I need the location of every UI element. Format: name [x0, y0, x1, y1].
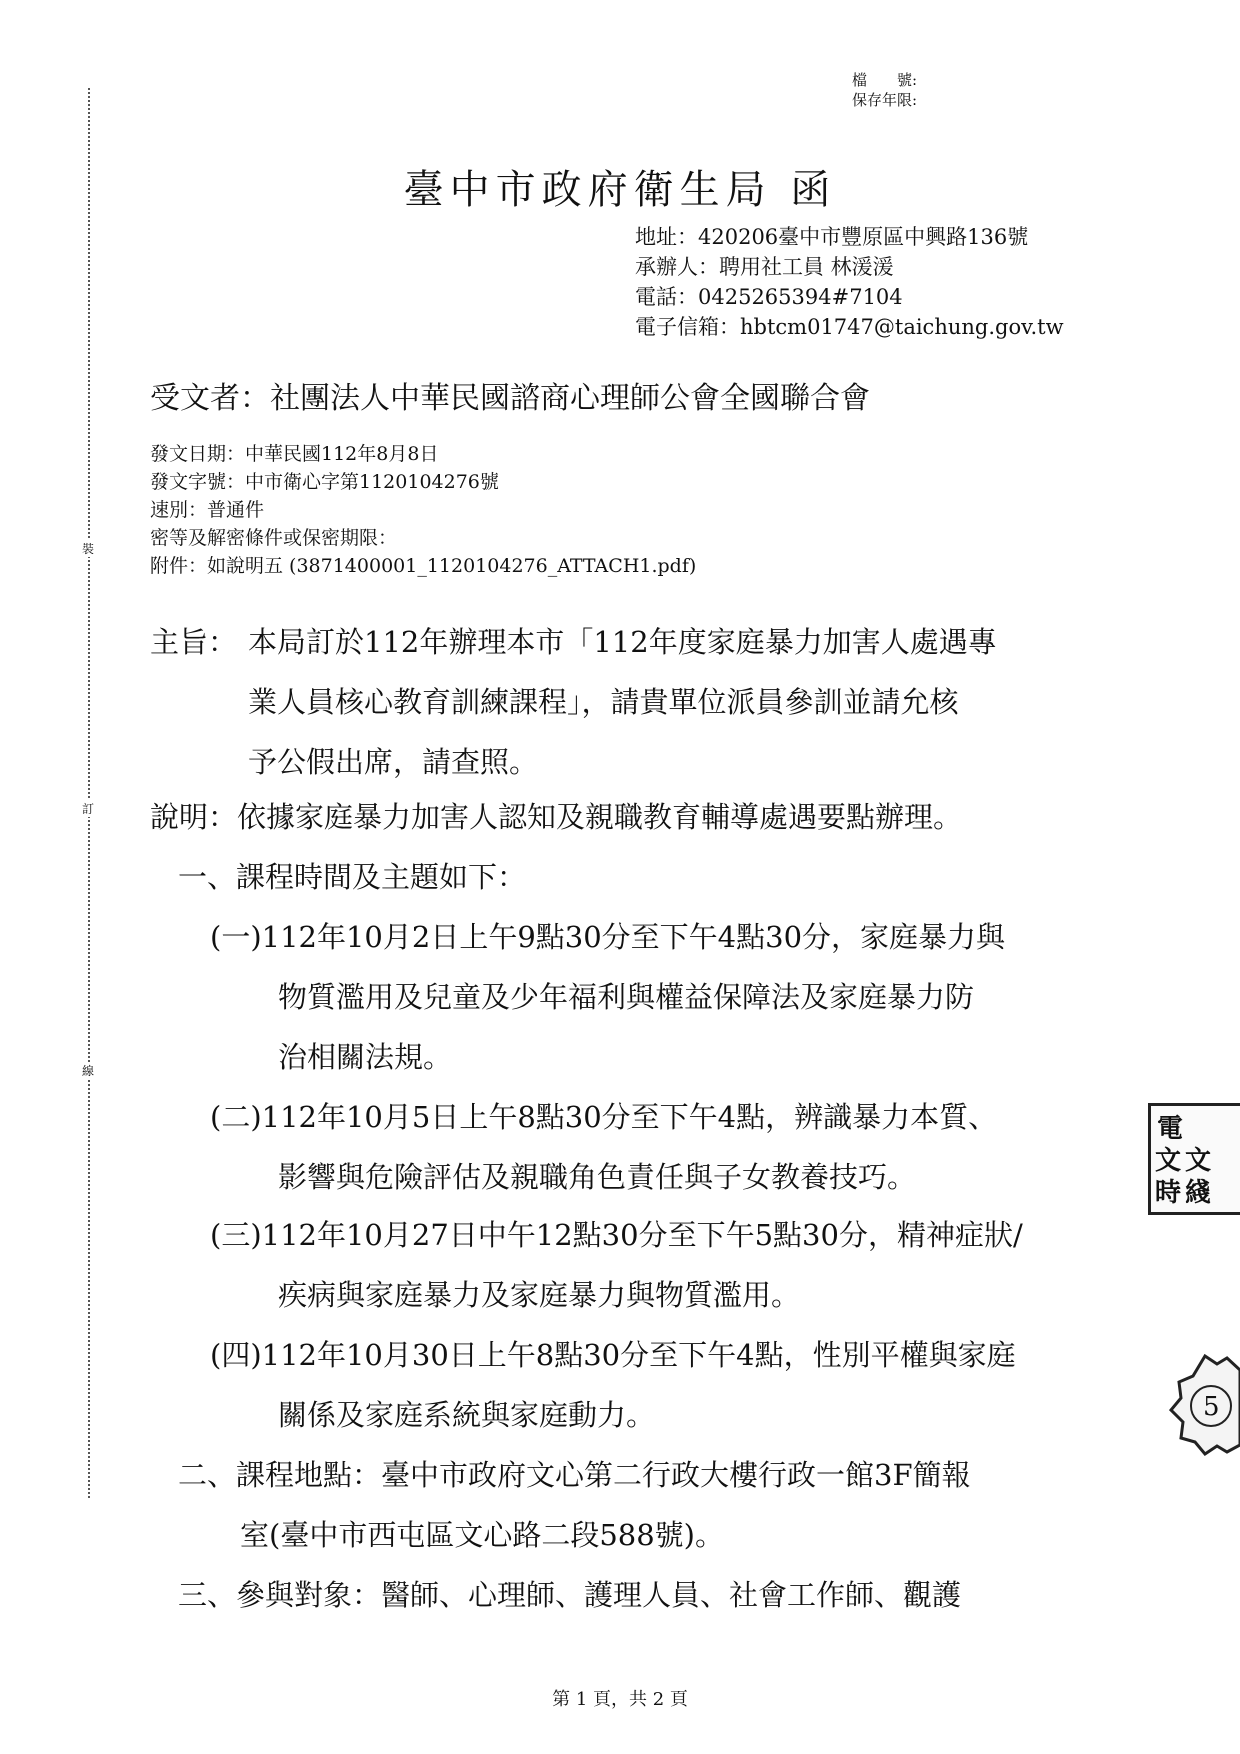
electronic-document-stamp [1148, 1103, 1240, 1215]
stamp-char: 文 [1155, 1146, 1182, 1176]
course-2-line-1: (二)112年10月5日上午8點30分至下午4點，辨識暴力本質、 [210, 1100, 998, 1134]
contact-handler: 承辦人：聘用社工員 林湲湲 [635, 255, 894, 279]
seal-gear-icon [1165, 1350, 1240, 1460]
stamp-char: 時 [1155, 1178, 1182, 1208]
stamp-char: 電 [1157, 1114, 1184, 1144]
contact-block [635, 222, 1064, 342]
secrecy-level: 密等及解密條件或保密期限： [150, 527, 398, 549]
subject-line-2: 業人員核心教育訓練課程」，請貴單位派員參訓並請允核 [248, 685, 959, 719]
page-footer: 第 1 頁，共 2 頁 [552, 1689, 688, 1710]
meta-block [150, 440, 696, 580]
course-4-line-1: (四)112年10月30日上午8點30分至下午4點，性別平權與家庭 [210, 1338, 1016, 1372]
contact-email: 電子信箱：hbtcm01747@taichung.gov.tw [635, 315, 1064, 339]
course-3-line-2: 疾病與家庭暴力及家庭暴力與物質濫用。 [278, 1278, 801, 1312]
contact-phone: 電話：0425265394#7104 [635, 285, 903, 309]
contact-address: 地址：420206臺中市豐原區中興路136號 [635, 225, 1029, 249]
retention-period-label: 保存年限: [852, 91, 918, 109]
issue-date: 發文日期：中華民國112年8月8日 [150, 443, 439, 465]
explanation-item-3: 三、參與對象：醫師、心理師、護理人員、社會工作師、觀護 [178, 1578, 962, 1612]
subject-line-1: 本局訂於112年辦理本市「112年度家庭暴力加害人處遇專 [248, 625, 997, 659]
course-4-line-2: 關係及家庭系統與家庭動力。 [278, 1398, 656, 1432]
binding-char-zhuang: 裝 [82, 542, 95, 556]
page-title: 臺中市政府衛生局 函 [403, 167, 837, 213]
explanation-item-2-line-1: 二、課程地點：臺中市政府文心第二行政大樓行政一館3F簡報 [178, 1458, 971, 1492]
subject-label: 主旨： [150, 625, 238, 659]
binding-margin-dots [88, 88, 94, 1498]
course-2-line-2: 影響與危險評估及親職角色責任與子女教養技巧。 [278, 1160, 917, 1194]
file-number-block [852, 70, 917, 110]
subject-line-3: 予公假出席，請查照。 [248, 745, 539, 779]
file-number-label: 檔 號: [852, 71, 918, 89]
seal-text: 5 [1203, 1392, 1220, 1422]
explanation-item-2-line-2: 室(臺中市西屯區文心路二段588號)。 [240, 1518, 724, 1552]
course-3-line-1: (三)112年10月27日中午12點30分至下午5點30分，精神症狀/ [210, 1218, 1023, 1252]
binding-char-ding: 訂 [82, 802, 95, 816]
stamp-char: 綫 [1185, 1178, 1212, 1208]
round-seal-stamp [1165, 1350, 1240, 1460]
recipient: 受文者：社團法人中華民國諮商心理師公會全國聯合會 [150, 381, 870, 416]
course-1-line-3: 治相關法規。 [278, 1040, 453, 1074]
delivery-speed: 速別：普通件 [150, 499, 265, 521]
document-number: 發文字號：中市衛心字第1120104276號 [150, 471, 499, 493]
explanation-item-1: 一、課程時間及主題如下： [178, 860, 527, 894]
course-1-line-1: (一)112年10月2日上午9點30分至下午4點30分，家庭暴力與 [210, 920, 1006, 954]
course-1-line-2: 物質濫用及兒童及少年福利與權益保障法及家庭暴力防 [278, 980, 975, 1014]
explanation-line: 說明：依據家庭暴力加害人認知及親職教育輔導處遇要點辦理。 [150, 800, 963, 834]
stamp-char: 文 [1185, 1146, 1212, 1176]
attachment-line: 附件：如說明五 (3871400001_1120104276_ATTACH1.pdf) [150, 555, 697, 577]
binding-char-xian: 線 [82, 1064, 95, 1078]
